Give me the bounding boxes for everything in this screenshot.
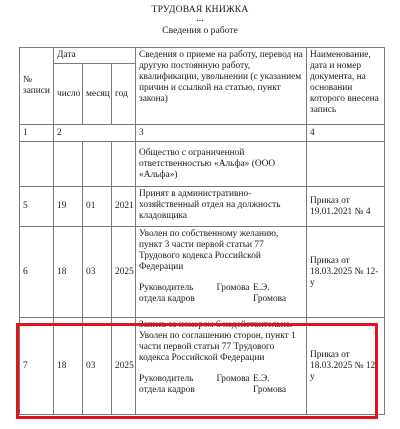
header-row-top [20, 48, 385, 64]
spacer [139, 273, 303, 283]
colnum-4: 4 [307, 125, 385, 142]
colnum-1: 1 [20, 125, 54, 142]
col-header-month: месяц [83, 64, 112, 125]
row-day: 18 [54, 227, 83, 318]
table-row [20, 187, 385, 227]
row-num: 7 [20, 318, 54, 415]
document-title: ТРУДОВАЯ КНИЖКА [151, 4, 249, 15]
highlight-frame [16, 323, 378, 419]
row-num: 6 [20, 227, 54, 318]
row-month: 01 [83, 187, 112, 227]
col-header-info: Сведения о приеме на работу, перевод на другую постоянную работу, квалификации, увольнении (с указанием причин и ссылкой на статью, пункт закона) [136, 48, 307, 125]
signer-initials: Е.Э. Громова [252, 374, 287, 395]
row-doc: Приказ от 18.03.2025 № 12-у [307, 318, 385, 415]
table-row [20, 142, 385, 187]
row-month [83, 142, 112, 187]
row-doc: Приказ от 19.01.2021 № 4 [307, 187, 385, 227]
row-num: 5 [20, 187, 54, 227]
row-day [54, 142, 83, 187]
signer-name: Громова [216, 283, 250, 293]
col-header-num: № записи [20, 48, 54, 125]
signer-line [139, 283, 303, 305]
row-info-cell [136, 227, 307, 318]
col-header-year: год [112, 64, 136, 125]
colnum-3: 3 [136, 125, 307, 142]
row-info: Запись за номером 6 недействительна. Уволен по соглашению сторон, пункт 1 части первой статьи 77 Трудового кодекса Российской Федерации [139, 320, 296, 363]
row-month: 03 [83, 227, 112, 318]
colnum-2: 2 [54, 125, 136, 142]
signer-position: Руководитель отдела кадров [139, 374, 195, 395]
section-subtitle: Сведения о работе [162, 25, 238, 36]
table-row [20, 227, 385, 318]
title-ellipsis: ... [196, 13, 204, 24]
col-header-doc: Наименование, дата и номер документа, на основании которого внесена запись [307, 48, 385, 125]
row-year: 2025 [112, 318, 136, 415]
row-day: 18 [54, 318, 83, 415]
col-header-day: число [54, 64, 83, 125]
signer-position: Руководитель отдела кадров [139, 283, 195, 304]
column-number-row [20, 125, 385, 142]
row-month: 03 [83, 318, 112, 415]
row-num [20, 142, 54, 187]
row-doc: Приказ от 18.03.2025 № 12-у [307, 227, 385, 318]
row-doc [307, 142, 385, 187]
row-year: 2021 [112, 187, 136, 227]
signer-initials: Е.Э. Громова [252, 283, 287, 304]
row-info: Общество с ограниченной ответственностью «Альфа» (ООО «Альфа») [136, 142, 307, 187]
row-info: Принят в административно-хозяйственный отдел на должность кладовщика [136, 187, 307, 227]
row-day: 19 [54, 187, 83, 227]
row-year [112, 142, 136, 187]
row-info: Уволен по собственному желанию, пункт 3 части первой статьи 77 Трудового кодекса Российской Федерации [139, 229, 279, 272]
col-header-date: Дата [54, 48, 136, 64]
signer-name: Громова [216, 374, 250, 384]
row-year: 2025 [112, 227, 136, 318]
